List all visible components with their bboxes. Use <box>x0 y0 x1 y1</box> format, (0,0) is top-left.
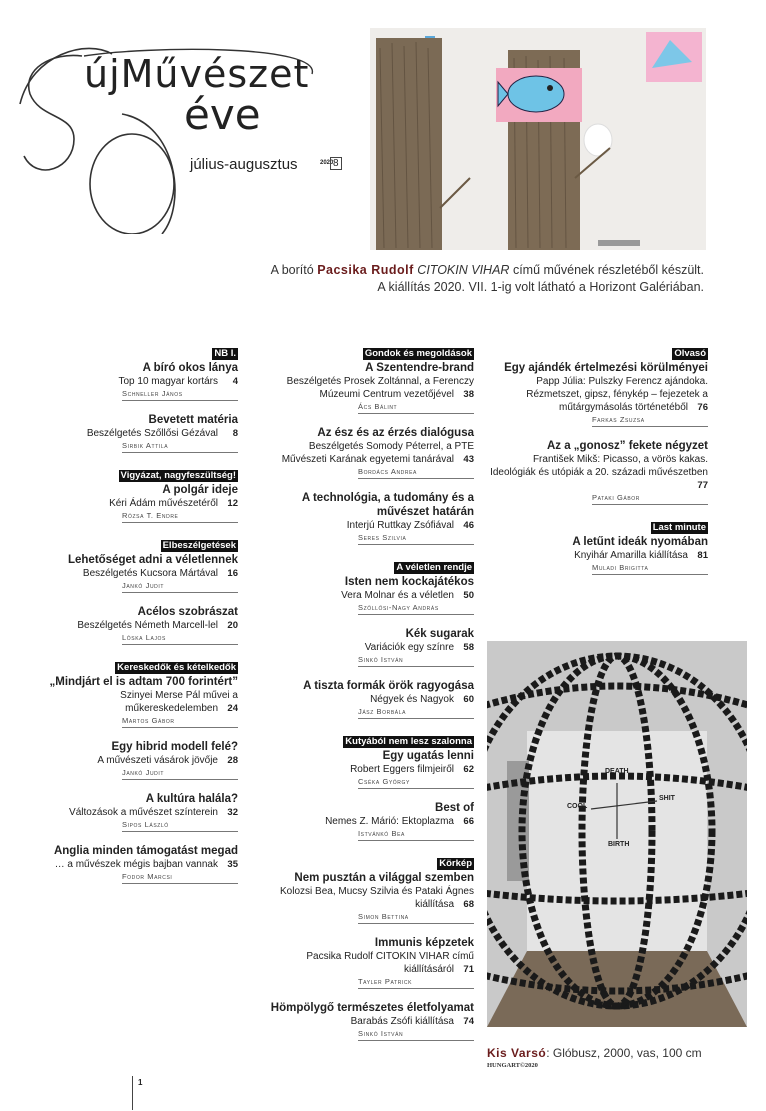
toc-entry <box>40 740 238 780</box>
toc-article-subtitle-row <box>40 427 238 440</box>
toc-article-subtitle: František Mikš: Picasso, a vörös kakas. Ideológiák és utópiák a 20. századi művészetben <box>490 454 708 478</box>
toc-page-number: 62 <box>463 764 474 775</box>
toc-entry <box>40 844 238 884</box>
toc-author: Jász Borbála <box>358 707 474 719</box>
toc-article-subtitle-row <box>262 950 474 976</box>
toc-article-subtitle-row <box>490 375 708 414</box>
page-number: 1 <box>138 1078 143 1087</box>
toc-author: Bordács Andrea <box>358 467 474 479</box>
toc-column-1 <box>40 343 238 896</box>
toc-entry <box>40 465 238 523</box>
toc-page-number: 66 <box>463 816 474 827</box>
toc-article-title: A Szentendre-brand <box>365 362 474 374</box>
toc-article-subtitle-row <box>40 806 238 819</box>
toc-article-subtitle: Nemes Z. Márió: Ektoplazma <box>325 816 454 827</box>
toc-author: Schneller János <box>122 389 238 401</box>
toc-page-number: 12 <box>227 498 238 509</box>
toc-author: Cséka György <box>358 777 474 789</box>
toc-entry <box>262 426 474 479</box>
toc-article-title: Best of <box>435 802 474 814</box>
cover-caption-line2: A kiállítás 2020. VII. 1-ig volt látható a Horizont Galériában. <box>377 280 704 294</box>
brand-name: újMűvészet <box>84 52 310 96</box>
toc-entry <box>262 801 474 841</box>
toc-author: Rózsa T. Endre <box>122 511 238 523</box>
toc-article-title: Acélos szobrászat <box>137 606 238 618</box>
toc-page-number: 8 <box>232 428 238 439</box>
toc-article-subtitle: Kolozsi Bea, Mucsy Szilvia és Pataki Ágnes kiállítása <box>280 886 474 910</box>
toc-article-subtitle-row <box>262 519 474 532</box>
toc-article-title: Kék sugarak <box>405 628 474 640</box>
globe-artist: Kis Varsó <box>487 1046 547 1060</box>
toc-page-number: 58 <box>463 642 474 653</box>
globe-word-bottom: BIRTH <box>608 841 630 848</box>
toc-entry <box>490 517 708 575</box>
toc-article-title: A tiszta formák örök ragyogása <box>303 680 474 692</box>
toc-article-subtitle-row <box>40 567 238 580</box>
toc-article-title: Nem pusztán a világgal szemben <box>294 872 474 884</box>
globe-word-left: COOL <box>567 803 588 810</box>
toc-article-subtitle: Beszélgetés Németh Marcell-lel <box>77 620 218 631</box>
toc-entry <box>262 679 474 719</box>
toc-page-number: 60 <box>463 694 474 705</box>
page-number-rule <box>132 1076 133 1110</box>
toc-article-subtitle: Top 10 magyar kortárs <box>118 376 218 387</box>
toc-article-subtitle-row <box>490 549 708 562</box>
toc-article-subtitle: Beszélgetés Somody Péterrel, a PTE Művészeti Karának egyetemi tanárával <box>281 441 474 465</box>
toc-article-subtitle-row <box>40 754 238 767</box>
toc-article-title: A polgár ideje <box>162 484 238 496</box>
toc-category-label: Kutyából nem lesz szalonna <box>345 736 472 747</box>
toc-entry <box>40 535 238 593</box>
toc-entry <box>40 343 238 401</box>
toc-author: Sirbik Attila <box>122 441 238 453</box>
toc-category-label: NB I. <box>214 348 236 359</box>
cover-work-title: CITOKIN VIHAR <box>417 263 510 277</box>
toc-article-subtitle: Négyek és Nagyok <box>370 694 454 705</box>
toc-page-number: 24 <box>227 703 238 714</box>
toc-page-number: 81 <box>697 550 708 561</box>
toc-entry <box>262 731 474 789</box>
toc-article-title: Anglia minden támogatást megad <box>53 845 238 857</box>
toc-author: Istvánkó Bea <box>358 829 474 841</box>
globe-word-right: SHIT <box>659 795 675 802</box>
toc-category-label: Gondok és megoldások <box>364 348 472 359</box>
masthead <box>12 44 339 234</box>
toc-author: Simon Bettina <box>358 912 474 924</box>
toc-column-2 <box>262 343 474 1053</box>
toc-article-title: „Mindjárt el is adtam 700 forintért” <box>49 676 238 688</box>
toc-article-title: Lehetőséget adni a véletlennek <box>67 554 238 566</box>
toc-author: Seres Szilvia <box>358 533 474 545</box>
toc-article-subtitle-row <box>262 375 474 401</box>
toc-author: Fodor Marcsi <box>122 872 238 884</box>
toc-page-number: 71 <box>463 964 474 975</box>
toc-article-subtitle: Változások a művészet színterein <box>69 807 218 818</box>
cover-artist: Pacsika Rudolf <box>317 263 414 277</box>
toc-article-subtitle-row <box>262 815 474 828</box>
globe-credit: HUNGART©2020 <box>487 1062 538 1069</box>
toc-entry <box>490 439 708 505</box>
toc-article-subtitle: … a művészek mégis bajban vannak <box>54 859 218 870</box>
toc-category-label: Vigyázat, nagyfeszültség! <box>120 470 236 481</box>
toc-author: Sipos László <box>122 820 238 832</box>
toc-entry <box>490 343 708 427</box>
toc-article-subtitle-row <box>262 885 474 911</box>
toc-author: Farkas Zsuzsa <box>592 415 708 427</box>
toc-entry <box>40 605 238 645</box>
toc-entry <box>40 792 238 832</box>
toc-article-subtitle-row <box>262 693 474 706</box>
issue-label: július-augusztus <box>190 156 298 173</box>
toc-entry <box>262 1001 474 1041</box>
toc-article-subtitle: Vera Molnar és a véletlen <box>341 590 454 601</box>
toc-author: Szőllősi-Nagy András <box>358 603 474 615</box>
toc-author: Martos Gábor <box>122 716 238 728</box>
years-word: éve <box>184 90 261 139</box>
cover-caption <box>264 262 704 296</box>
toc-category-label: Olvasó <box>674 348 706 359</box>
toc-article-subtitle-row <box>262 440 474 466</box>
toc-article-subtitle: Interjú Ruttkay Zsófiával <box>346 520 454 531</box>
toc-article-title: A technológia, a tudomány és a művészet határán <box>301 492 474 518</box>
toc-author: Ács Bálint <box>358 402 474 414</box>
toc-category-label: Last minute <box>652 522 706 533</box>
toc-category-label: A véletlen rendje <box>396 562 472 573</box>
toc-page-number: 46 <box>463 520 474 531</box>
toc-page-number: 77 <box>697 480 708 491</box>
toc-author: Sinkó István <box>358 1029 474 1041</box>
toc-author: Tayler Patrick <box>358 977 474 989</box>
globe-caption <box>487 1046 747 1069</box>
toc-article-title: Immunis képzetek <box>374 937 474 949</box>
toc-page-number: 38 <box>463 389 474 400</box>
toc-page-number: 28 <box>227 755 238 766</box>
toc-article-subtitle-row <box>262 1015 474 1028</box>
toc-article-subtitle: Robert Eggers filmjeiről <box>350 764 454 775</box>
globe-caption-text: : Glóbusz, 2000, vas, 100 cm <box>546 1046 702 1060</box>
toc-page-number: 16 <box>227 568 238 579</box>
cover-artwork-photo <box>370 28 706 250</box>
toc-article-subtitle-row <box>40 858 238 871</box>
toc-article-subtitle-row <box>262 641 474 654</box>
toc-article-title: Egy hibrid modell felé? <box>111 741 238 753</box>
globe-artwork-photo <box>487 641 747 1027</box>
toc-article-title: Az a „gonosz” fekete négyzet <box>546 440 708 452</box>
toc-article-subtitle: Barabás Zsófi kiállítása <box>350 1016 454 1027</box>
toc-page-number: 76 <box>697 402 708 413</box>
toc-entry <box>262 557 474 615</box>
toc-page-number: 43 <box>463 454 474 465</box>
issue-number: 8 <box>330 157 342 170</box>
toc-article-title: A letűnt ideák nyomában <box>572 536 708 548</box>
toc-article-title: Az ész és az érzés dialógusa <box>317 427 474 439</box>
toc-author: Jankó Judit <box>122 581 238 593</box>
toc-author: Sinkó István <box>358 655 474 667</box>
toc-page-number: 35 <box>227 859 238 870</box>
toc-entry <box>262 936 474 989</box>
toc-entry <box>262 853 474 924</box>
toc-author: Pataki Gábor <box>592 493 708 505</box>
toc-column-3 <box>490 343 708 587</box>
toc-page-number: 32 <box>227 807 238 818</box>
toc-article-title: Egy ugatás lenni <box>382 750 474 762</box>
toc-entry <box>40 413 238 453</box>
toc-article-subtitle: Beszélgetés Szőllősi Gézával <box>86 428 218 439</box>
toc-page-number: 74 <box>463 1016 474 1027</box>
toc-entry <box>262 343 474 414</box>
toc-author: Lóska Lajos <box>122 633 238 645</box>
toc-article-subtitle-row <box>490 453 708 492</box>
toc-article-subtitle-row <box>40 619 238 632</box>
toc-article-subtitle: Knyihár Amarilla kiállítása <box>574 550 688 561</box>
toc-article-title: Isten nem kockajátékos <box>344 576 474 588</box>
toc-article-subtitle: Beszélgetés Kucsora Mártával <box>82 568 218 579</box>
toc-page-number: 4 <box>232 376 238 387</box>
toc-article-subtitle-row <box>40 689 238 715</box>
toc-article-title: Hömpölygő természetes életfolyamat <box>270 1002 474 1014</box>
toc-article-title: A bíró okos lánya <box>142 362 238 374</box>
toc-article-title: A kultúra halála? <box>145 793 238 805</box>
toc-category-label: Elbeszélgetések <box>162 540 236 551</box>
toc-category-label: Kereskedők és kételkedők <box>117 662 236 673</box>
toc-entry <box>40 657 238 728</box>
toc-page-number: 68 <box>463 899 474 910</box>
toc-article-subtitle: Szinyei Merse Pál művei a műkereskedelemben <box>120 690 238 714</box>
toc-article-subtitle-row <box>262 589 474 602</box>
cover-caption-mid: című művének részletéből készült. <box>512 263 704 277</box>
toc-article-subtitle: A művészeti vásárok jövője <box>97 755 218 766</box>
toc-category-label: Körkép <box>439 858 472 869</box>
toc-article-subtitle-row <box>40 497 238 510</box>
toc-article-subtitle: Beszélgetés Prosek Zoltánnal, a Ferenczy Múzeumi Centrum vezetőjével <box>286 376 474 400</box>
toc-page-number: 20 <box>227 620 238 631</box>
toc-article-subtitle-row <box>262 763 474 776</box>
toc-page-number: 50 <box>463 590 474 601</box>
toc-article-subtitle: Variációk egy színre <box>364 642 454 653</box>
toc-author: Muladi Brigitta <box>592 563 708 575</box>
toc-entry <box>262 627 474 667</box>
globe-word-top: DEATH <box>605 768 629 775</box>
toc-article-title: Bevetett matéria <box>148 414 238 426</box>
cover-caption-pre: A borító <box>270 263 314 277</box>
issue-year: 2020 <box>320 160 334 166</box>
toc-article-subtitle: Kéri Ádám művészetéről <box>109 498 218 509</box>
toc-article-subtitle-row <box>40 375 238 388</box>
toc-entry <box>262 491 474 545</box>
toc-article-subtitle: Pacsika Rudolf CITOKIN VIHAR című kiállításáról <box>306 951 474 975</box>
toc-author: Jankó Judit <box>122 768 238 780</box>
toc-article-title: Egy ajándék értelmezési körülményei <box>504 362 708 374</box>
toc-article-subtitle: Papp Júlia: Pulszky Ferencz ajándoka. Rézmetszet, gipsz, fénykép – fejezetek a műtárgymásolás történetéből <box>526 376 708 413</box>
